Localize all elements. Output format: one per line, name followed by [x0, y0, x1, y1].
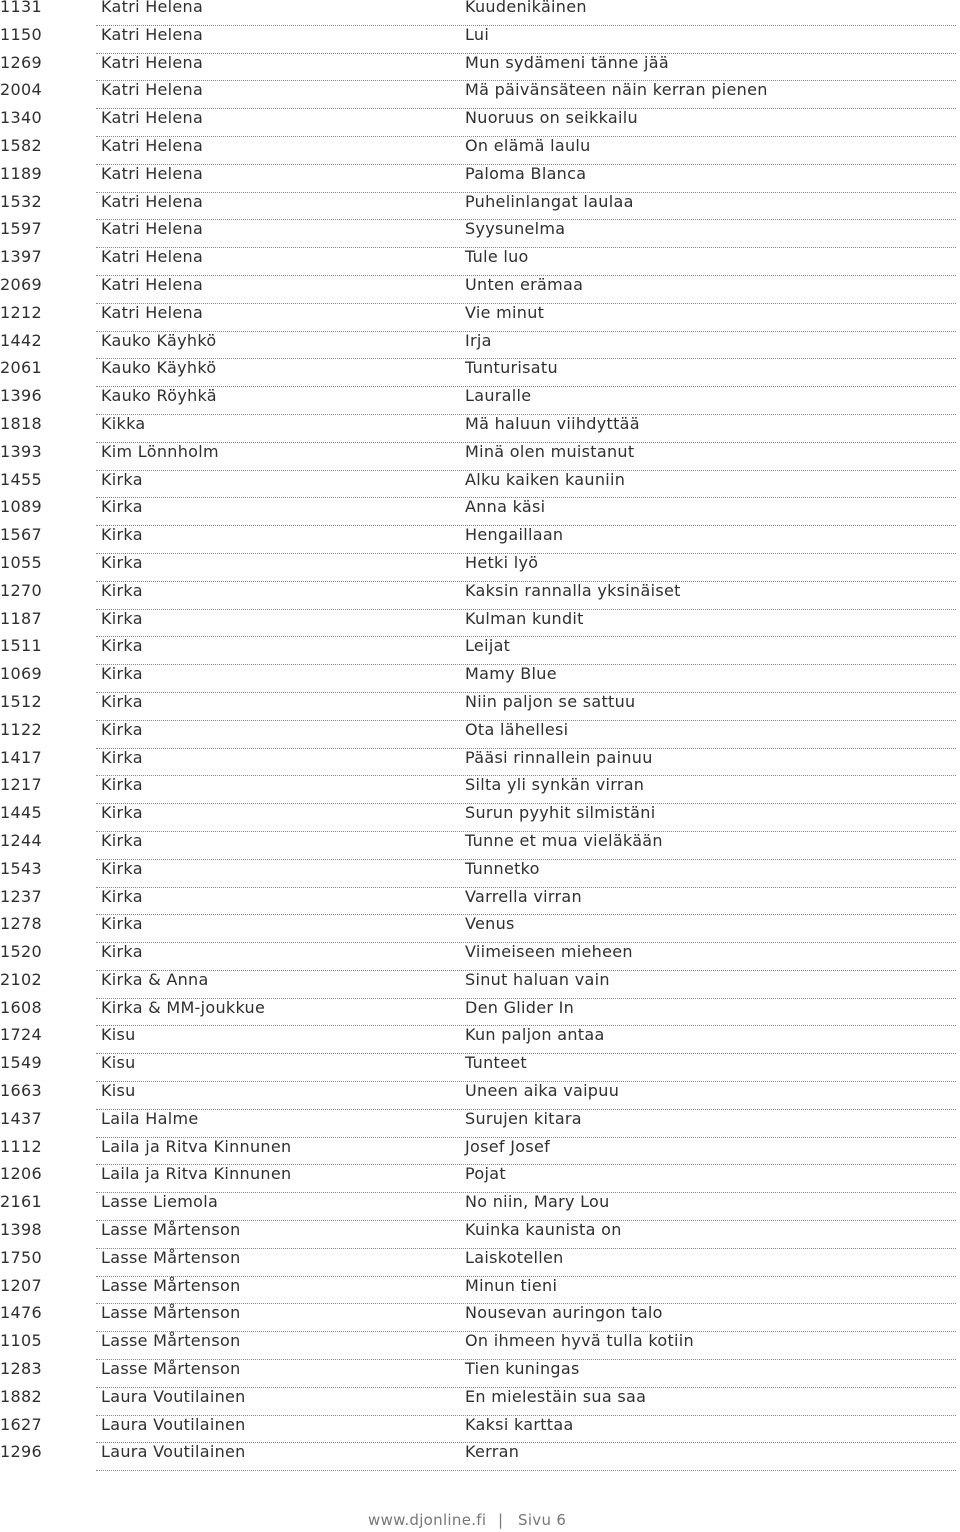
song-title: Tunne et mua vieläkään	[465, 830, 663, 850]
artist-name: Katri Helena	[101, 302, 204, 322]
song-title: Minun tieni	[465, 1275, 558, 1295]
table-row	[0, 608, 960, 640]
song-title: Syysunelma	[465, 219, 566, 239]
song-number: 1283	[0, 1359, 42, 1379]
table-row	[0, 497, 960, 528]
song-number: 1244	[0, 830, 42, 850]
song-number: 1212	[0, 302, 42, 322]
artist-name: Kirka	[101, 469, 143, 489]
table-row	[0, 1275, 960, 1307]
song-number: 1445	[0, 803, 42, 823]
artist-name: Lasse Mårtenson	[101, 1275, 241, 1295]
song-title: Varrella virran	[465, 886, 582, 906]
song-title: Kaksin rannalla yksinäiset	[465, 580, 681, 600]
song-number: 1393	[0, 441, 42, 461]
table-row	[0, 858, 960, 890]
table-row	[0, 1442, 960, 1473]
song-title: En mielestäin sua saa	[465, 1386, 647, 1406]
artist-name: Kirka	[101, 858, 143, 878]
song-title: Paloma Blanca	[465, 163, 587, 183]
table-row	[0, 1053, 960, 1084]
song-title: On elämä laulu	[465, 135, 591, 155]
artist-name: Laura Voutilainen	[101, 1414, 246, 1434]
song-title: Ota lähellesi	[465, 719, 569, 739]
table-row	[0, 886, 960, 918]
song-title: Alku kaiken kauniin	[465, 469, 626, 489]
song-number: 1582	[0, 135, 42, 155]
footer-separator: |	[498, 1511, 504, 1529]
table-row	[0, 163, 960, 195]
song-title: Kuudenikäinen	[465, 0, 587, 16]
artist-name: Katri Helena	[101, 52, 204, 72]
table-row	[0, 1192, 960, 1223]
artist-name: Kirka	[101, 747, 143, 767]
song-number: 2004	[0, 80, 42, 100]
song-number: 1455	[0, 469, 42, 489]
song-number: 1189	[0, 163, 42, 183]
song-title: Mun sydämeni tänne jää	[465, 52, 669, 72]
song-title: Silta yli synkän virran	[465, 775, 645, 795]
artist-name: Lasse Mårtenson	[101, 1220, 241, 1240]
song-number: 1131	[0, 0, 42, 16]
artist-name: Kirka	[101, 691, 143, 711]
table-row	[0, 191, 960, 223]
song-title: Josef Josef	[465, 1136, 551, 1156]
song-title: Minä olen muistanut	[465, 441, 635, 461]
table-row	[0, 664, 960, 695]
song-title: Tule luo	[465, 247, 529, 267]
song-title: Lui	[465, 24, 490, 44]
song-number: 1237	[0, 886, 42, 906]
song-number: 1122	[0, 719, 42, 739]
artist-name: Kim Lönnholm	[101, 441, 219, 461]
table-row	[0, 1025, 960, 1056]
table-row	[0, 1359, 960, 1390]
song-number: 1296	[0, 1442, 42, 1462]
table-row	[0, 108, 960, 139]
artist-name: Kirka	[101, 664, 143, 684]
table-row	[0, 969, 960, 1001]
artist-name: Kirka	[101, 525, 143, 545]
artist-name: Kirka & MM-joukkue	[101, 997, 266, 1017]
table-row	[0, 358, 960, 389]
song-title: Pojat	[465, 1164, 506, 1184]
song-number: 1055	[0, 552, 42, 572]
artist-name: Katri Helena	[101, 24, 204, 44]
artist-name: Kauko Käyhkö	[101, 358, 217, 378]
song-number: 2161	[0, 1192, 42, 1212]
song-number: 1150	[0, 24, 42, 44]
song-number: 1627	[0, 1414, 42, 1434]
song-title: Kuinka kaunista on	[465, 1220, 622, 1240]
song-title: Kaksi karttaa	[465, 1414, 574, 1434]
song-number: 1278	[0, 914, 42, 934]
artist-name: Lasse Mårtenson	[101, 1331, 241, 1351]
artist-name: Lasse Mårtenson	[101, 1247, 241, 1267]
table-row	[0, 1220, 960, 1251]
song-number: 2061	[0, 358, 42, 378]
table-row	[0, 942, 960, 973]
song-title: Surun pyyhit silmistäni	[465, 803, 656, 823]
song-title: Hetki lyö	[465, 552, 539, 572]
song-title: Den Glider In	[465, 997, 575, 1017]
artist-name: Katri Helena	[101, 163, 204, 183]
song-number: 1520	[0, 942, 42, 962]
table-row	[0, 0, 960, 28]
artist-name: Katri Helena	[101, 219, 204, 239]
song-title: Viimeiseen mieheen	[465, 942, 633, 962]
table-row	[0, 525, 960, 556]
table-row	[0, 441, 960, 473]
artist-name: Kisu	[101, 1025, 136, 1045]
artist-name: Kirka	[101, 719, 143, 739]
song-number: 1187	[0, 608, 42, 628]
song-title: Tunturisatu	[465, 358, 558, 378]
footer-page-number: Sivu 6	[518, 1511, 567, 1529]
song-number: 1511	[0, 636, 42, 656]
artist-name: Kirka	[101, 914, 143, 934]
artist-name: Kirka	[101, 942, 143, 962]
song-number: 1207	[0, 1275, 42, 1295]
table-row	[0, 302, 960, 334]
song-number: 1608	[0, 997, 42, 1017]
artist-name: Kirka	[101, 580, 143, 600]
table-row	[0, 219, 960, 250]
song-number: 1069	[0, 664, 42, 684]
artist-name: Kauko Röyhkä	[101, 386, 217, 406]
artist-name: Katri Helena	[101, 191, 204, 211]
artist-name: Kirka	[101, 608, 143, 628]
song-number: 1567	[0, 525, 42, 545]
artist-name: Lasse Mårtenson	[101, 1303, 241, 1323]
song-number: 1818	[0, 413, 42, 433]
song-title: Uneen aika vaipuu	[465, 1081, 620, 1101]
song-title: Sinut haluan vain	[465, 969, 610, 989]
table-row	[0, 803, 960, 834]
table-row	[0, 747, 960, 779]
song-title: Kerran	[465, 1442, 520, 1462]
table-row	[0, 330, 960, 362]
song-title: Nuoruus on seikkailu	[465, 108, 638, 128]
artist-name: Katri Helena	[101, 108, 204, 128]
table-row	[0, 552, 960, 584]
table-row	[0, 914, 960, 945]
song-title: Laiskotellen	[465, 1247, 564, 1267]
song-title: Anna käsi	[465, 497, 546, 517]
table-row	[0, 580, 960, 612]
table-row	[0, 719, 960, 751]
artist-name: Kirka	[101, 886, 143, 906]
song-number: 1437	[0, 1108, 42, 1128]
artist-name: Kisu	[101, 1053, 136, 1073]
table-row	[0, 1108, 960, 1140]
artist-name: Laila Halme	[101, 1108, 199, 1128]
artist-name: Kirka	[101, 636, 143, 656]
song-number: 1397	[0, 247, 42, 267]
artist-name: Kirka	[101, 552, 143, 572]
song-number: 1724	[0, 1025, 42, 1045]
artist-name: Katri Helena	[101, 274, 204, 294]
artist-name: Kirka & Anna	[101, 969, 209, 989]
song-number: 1597	[0, 219, 42, 239]
song-number: 1512	[0, 691, 42, 711]
song-title: Venus	[465, 914, 515, 934]
song-number: 1882	[0, 1386, 42, 1406]
song-title: Kulman kundit	[465, 608, 584, 628]
table-row	[0, 1081, 960, 1112]
table-row	[0, 247, 960, 278]
song-number: 1417	[0, 747, 42, 767]
artist-name: Laila ja Ritva Kinnunen	[101, 1136, 292, 1156]
song-number: 1663	[0, 1081, 42, 1101]
table-row	[0, 691, 960, 723]
table-row	[0, 413, 960, 445]
artist-name: Katri Helena	[101, 0, 204, 16]
artist-name: Lasse Liemola	[101, 1192, 219, 1212]
table-row	[0, 1164, 960, 1195]
artist-name: Lasse Mårtenson	[101, 1359, 241, 1379]
song-number: 1476	[0, 1303, 42, 1323]
artist-name: Kauko Käyhkö	[101, 330, 217, 350]
table-row	[0, 1136, 960, 1168]
artist-name: Kirka	[101, 803, 143, 823]
table-row	[0, 386, 960, 417]
song-title: Tien kuningas	[465, 1359, 580, 1379]
song-number: 1543	[0, 858, 42, 878]
song-title: Tunteet	[465, 1053, 527, 1073]
song-title: Puhelinlangat laulaa	[465, 191, 634, 211]
artist-name: Kisu	[101, 1081, 136, 1101]
table-row	[0, 1386, 960, 1418]
song-number: 1396	[0, 386, 42, 406]
song-title: Lauralle	[465, 386, 532, 406]
song-title: No niin, Mary Lou	[465, 1192, 610, 1212]
artist-name: Katri Helena	[101, 80, 204, 100]
page-footer	[0, 1511, 960, 1531]
song-title: Leijat	[465, 636, 511, 656]
table-row	[0, 469, 960, 501]
artist-name: Laura Voutilainen	[101, 1442, 246, 1462]
song-title: Tunnetko	[465, 858, 540, 878]
song-number: 1217	[0, 775, 42, 795]
artist-name: Laila ja Ritva Kinnunen	[101, 1164, 292, 1184]
song-number: 1269	[0, 52, 42, 72]
footer-site-link[interactable]: www.djonline.fi	[368, 1511, 487, 1529]
table-row	[0, 24, 960, 56]
table-row	[0, 80, 960, 111]
table-row	[0, 274, 960, 306]
table-row	[0, 1331, 960, 1362]
song-number: 1442	[0, 330, 42, 350]
song-title: Niin paljon se sattuu	[465, 691, 636, 711]
song-title: Kun paljon antaa	[465, 1025, 605, 1045]
artist-name: Kikka	[101, 413, 146, 433]
table-row	[0, 830, 960, 862]
song-number: 1112	[0, 1136, 42, 1156]
artist-name: Kirka	[101, 775, 143, 795]
song-number: 2102	[0, 969, 42, 989]
song-number: 1398	[0, 1220, 42, 1240]
table-row	[0, 135, 960, 167]
song-title: On ihmeen hyvä tulla kotiin	[465, 1331, 694, 1351]
song-title: Irja	[465, 330, 492, 350]
song-number: 1105	[0, 1331, 42, 1351]
table-row	[0, 1303, 960, 1334]
song-title: Surujen kitara	[465, 1108, 582, 1128]
artist-name: Katri Helena	[101, 135, 204, 155]
song-number: 1340	[0, 108, 42, 128]
song-number: 1750	[0, 1247, 42, 1267]
song-number: 2069	[0, 274, 42, 294]
song-number: 1206	[0, 1164, 42, 1184]
table-row	[0, 1414, 960, 1446]
song-number: 1089	[0, 497, 42, 517]
song-number: 1270	[0, 580, 42, 600]
song-title: Mamy Blue	[465, 664, 557, 684]
artist-name: Kirka	[101, 497, 143, 517]
table-row	[0, 1247, 960, 1279]
table-row	[0, 775, 960, 806]
song-title: Mä haluun viihdyttää	[465, 413, 640, 433]
table-row	[0, 997, 960, 1029]
table-row	[0, 52, 960, 84]
song-title: Nousevan auringon talo	[465, 1303, 663, 1323]
artist-name: Laura Voutilainen	[101, 1386, 246, 1406]
artist-name: Katri Helena	[101, 247, 204, 267]
song-title: Unten erämaa	[465, 274, 584, 294]
song-title: Pääsi rinnallein painuu	[465, 747, 653, 767]
table-row	[0, 636, 960, 667]
song-title: Mä päivänsäteen näin kerran pienen	[465, 80, 768, 100]
artist-name: Kirka	[101, 830, 143, 850]
song-title: Vie minut	[465, 302, 545, 322]
song-number: 1532	[0, 191, 42, 211]
song-title: Hengaillaan	[465, 525, 564, 545]
song-number: 1549	[0, 1053, 42, 1073]
